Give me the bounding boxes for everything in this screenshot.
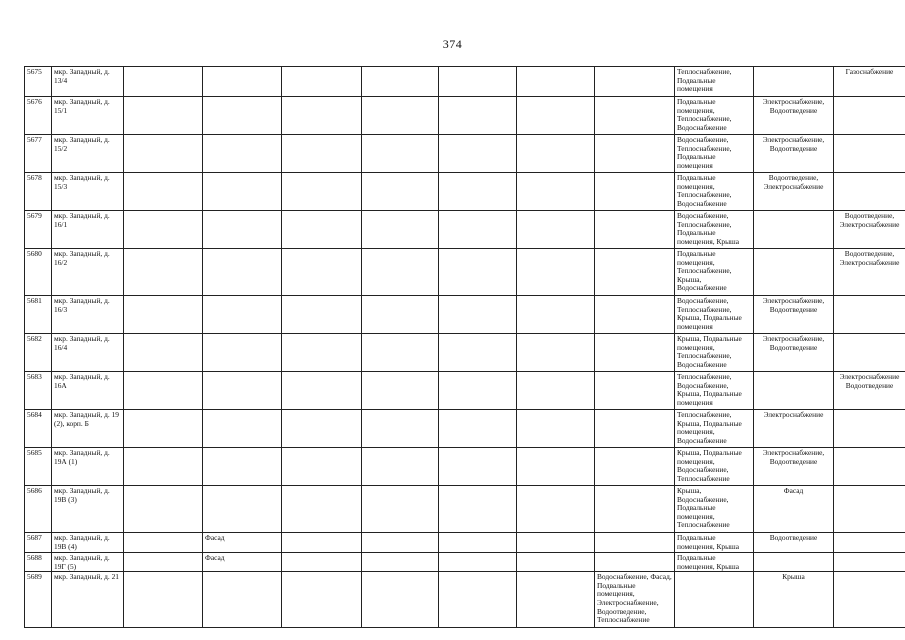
work-cell [834, 173, 905, 211]
work-cell: Электроснабжение, Водоотведение [754, 97, 834, 135]
work-cell: Электроснабжение Водоотведение [834, 372, 905, 410]
work-cell [595, 410, 675, 448]
work-cell [203, 448, 282, 486]
work-cell: Подвальные помещения, Теплоснабжение, Водоснабжение [675, 173, 754, 211]
work-cell: Водоотведение, Электроснабжение [834, 211, 905, 249]
work-cell: Теплоснабжение, Подвальные помещения [675, 67, 754, 97]
work-cell [595, 486, 675, 533]
address-cell: мкр. Западный, д. 19Г (5) [52, 553, 124, 572]
work-cell [834, 448, 905, 486]
table-row [25, 67, 905, 97]
work-cell [203, 67, 282, 97]
work-cell [595, 372, 675, 410]
page-number: 374 [442, 37, 463, 51]
address-cell: мкр. Западный, д. 16/3 [52, 296, 124, 334]
table-row [25, 211, 905, 249]
row-number: 5683 [25, 372, 52, 410]
table-row [25, 97, 905, 135]
work-cell [834, 334, 905, 372]
work-cell [754, 372, 834, 410]
work-cell: Электроснабжение, Водоотведение [754, 334, 834, 372]
work-cell [203, 486, 282, 533]
row-number: 5684 [25, 410, 52, 448]
work-cell [595, 448, 675, 486]
work-cell: Электроснабжение, Водоотведение [754, 448, 834, 486]
work-cell: Подвальные помещения, Крыша [675, 533, 754, 553]
row-number: 5682 [25, 334, 52, 372]
address-cell: мкр. Западный, д. 16А [52, 372, 124, 410]
work-cell [595, 553, 675, 572]
register-table [24, 66, 905, 628]
table-row [25, 135, 905, 173]
work-cell: Водоотведение [754, 533, 834, 553]
work-cell: Крыша, Подвальные помещения, Водоснабжение, Теплоснабжение [675, 448, 754, 486]
work-cell [203, 135, 282, 173]
table-row [25, 249, 905, 296]
work-cell: Водоотведение, Электроснабжение [834, 249, 905, 296]
address-cell: мкр. Западный, д. 16/4 [52, 334, 124, 372]
work-cell: Крыша, Водоснабжение, Подвальные помещения, Теплоснабжение [675, 486, 754, 533]
work-cell [203, 296, 282, 334]
row-number: 5689 [25, 572, 52, 628]
work-cell [203, 97, 282, 135]
address-cell: мкр. Западный, д. 15/2 [52, 135, 124, 173]
work-cell: Водоснабжение, Теплоснабжение, Подвальные помещения, Крыша [675, 211, 754, 249]
table-row [25, 410, 905, 448]
address-cell: мкр. Западный, д. 15/3 [52, 173, 124, 211]
row-number: 5681 [25, 296, 52, 334]
work-cell [754, 67, 834, 97]
work-cell [834, 135, 905, 173]
work-cell [834, 410, 905, 448]
row-number: 5687 [25, 533, 52, 553]
work-cell: Крыша [754, 572, 834, 628]
row-number: 5679 [25, 211, 52, 249]
address-cell: мкр. Западный, д. 13/4 [52, 67, 124, 97]
address-cell: мкр. Западный, д. 19В (4) [52, 533, 124, 553]
work-cell: Водоотведение, Электроснабжение [754, 173, 834, 211]
address-cell: мкр. Западный, д. 19А (1) [52, 448, 124, 486]
work-cell [595, 533, 675, 553]
address-cell: мкр. Западный, д. 19 (2), корп. Б [52, 410, 124, 448]
address-cell: мкр. Западный, д. 21 [52, 572, 124, 628]
work-cell: Теплоснабжение, Крыша, Подвальные помещения, Водоснабжение [675, 410, 754, 448]
work-cell [595, 296, 675, 334]
work-cell [203, 410, 282, 448]
row-number: 5685 [25, 448, 52, 486]
work-cell [834, 486, 905, 533]
work-cell [834, 553, 905, 572]
work-cell: Фасад [203, 553, 282, 572]
row-number: 5676 [25, 97, 52, 135]
work-cell [834, 533, 905, 553]
work-cell: Электроснабжение, Водоотведение [754, 296, 834, 334]
work-cell: Водоснабжение, Фасад, Подвальные помещения, Электроснабжение, Водоотведение, Теплоснабжение [595, 572, 675, 628]
work-cell [834, 97, 905, 135]
work-cell [203, 572, 282, 628]
work-cell [203, 211, 282, 249]
work-cell [754, 553, 834, 572]
work-cell: Водоснабжение, Теплоснабжение, Крыша, Подвальные помещения [675, 296, 754, 334]
work-cell [595, 211, 675, 249]
work-cell: Водоснабжение, Теплоснабжение, Подвальные помещения [675, 135, 754, 173]
table-row [25, 486, 905, 533]
row-number: 5678 [25, 173, 52, 211]
work-cell [595, 334, 675, 372]
table-row [25, 553, 905, 572]
address-cell: мкр. Западный, д. 16/2 [52, 249, 124, 296]
work-cell [595, 135, 675, 173]
work-cell [203, 372, 282, 410]
work-cell [595, 67, 675, 97]
address-cell: мкр. Западный, д. 16/1 [52, 211, 124, 249]
table-row [25, 448, 905, 486]
work-cell: Электроснабжение [754, 410, 834, 448]
work-cell [834, 296, 905, 334]
work-cell [203, 249, 282, 296]
table-row [25, 334, 905, 372]
address-cell: мкр. Западный, д. 15/1 [52, 97, 124, 135]
work-cell [595, 97, 675, 135]
work-cell [754, 211, 834, 249]
work-cell: Теплоснабжение, Водоснабжение, Крыша, Подвальные помещения [675, 372, 754, 410]
table-row [25, 572, 905, 628]
work-cell: Подвальные помещения, Теплоснабжение, Крыша, Водоснабжение [675, 249, 754, 296]
row-number: 5680 [25, 249, 52, 296]
table-row [25, 173, 905, 211]
work-cell: Фасад [754, 486, 834, 533]
work-cell [203, 173, 282, 211]
address-cell: мкр. Западный, д. 19В (3) [52, 486, 124, 533]
row-number: 5688 [25, 553, 52, 572]
row-number: 5675 [25, 67, 52, 97]
work-cell: Газоснабжение [834, 67, 905, 97]
table-row [25, 533, 905, 553]
row-number: 5677 [25, 135, 52, 173]
work-cell: Подвальные помещения, Крыша [675, 553, 754, 572]
work-cell [203, 334, 282, 372]
work-cell [834, 572, 905, 628]
work-cell: Крыша, Подвальные помещения, Теплоснабжение, Водоснабжение [675, 334, 754, 372]
table-row [25, 296, 905, 334]
work-cell: Электроснабжение, Водоотведение [754, 135, 834, 173]
work-cell [754, 249, 834, 296]
work-cell: Фасад [203, 533, 282, 553]
work-cell [595, 249, 675, 296]
work-cell [675, 572, 754, 628]
table-row [25, 372, 905, 410]
row-number: 5686 [25, 486, 52, 533]
work-cell [595, 173, 675, 211]
work-cell: Подвальные помещения, Теплоснабжение, Водоснабжение [675, 97, 754, 135]
